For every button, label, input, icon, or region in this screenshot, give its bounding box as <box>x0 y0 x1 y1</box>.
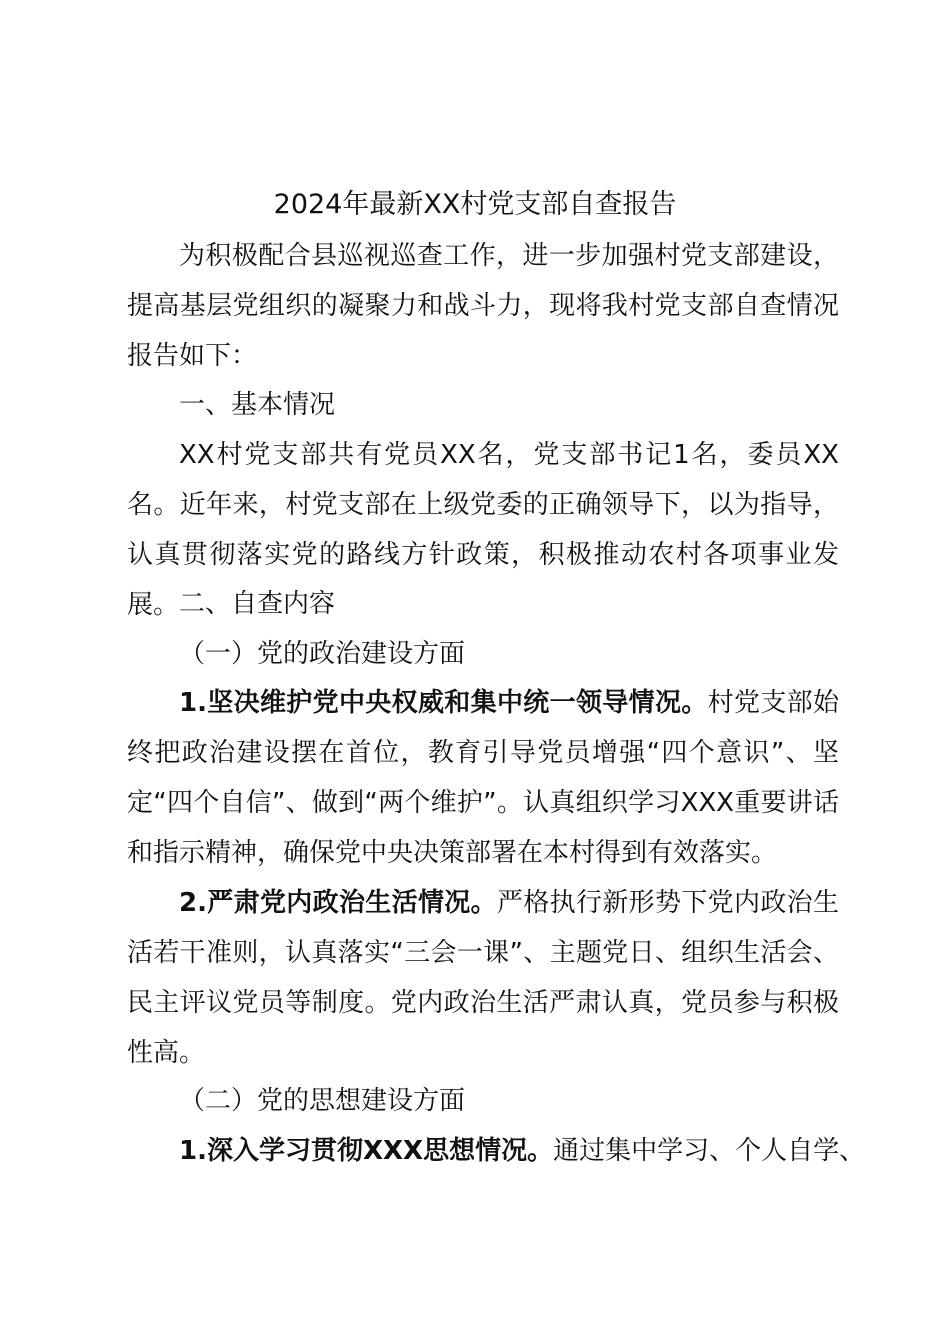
document-title: 2024年最新XX村党支部自查报告 <box>273 189 677 220</box>
item-lead-political-life: 2.严肃党内政治生活情况。 <box>179 888 497 918</box>
item-paragraph-study <box>127 1126 866 1176</box>
item-lead-study: 1.深入学习贯彻XXX思想情况。 <box>179 1136 554 1166</box>
subsection-heading-political: （一）党的政治建设方面 <box>179 639 466 669</box>
item-text-political-life: 严格执行新形势下党内政治生活若干准则，认真落实“三会一课”、主题党日、组织生活会、民主评议党员等制度。党内政治生活严肃认真，党员参与积极性高。 <box>127 888 839 1068</box>
subsection-heading-ideological: （二）党的思想建设方面 <box>179 1086 466 1116</box>
intro-paragraph: 为积极配合县巡视巡查工作，进一步加强村党支部建设，提高基层党组织的凝聚力和战斗力，现将我村党支部自查情况报告如下： <box>127 241 839 371</box>
item-paragraph-authority <box>127 678 839 878</box>
section-heading-self-check: 二、自查内容 <box>179 589 336 619</box>
item-text-authority: 村党支部始终把政治建设摆在首位，教育引导党员增强“四个意识”、坚定“四个自信”、做到“两个维护”。认真组织学习XXX重要讲话和指示精神，确保党中央决策部署在本村得到有效落实。 <box>127 688 839 868</box>
item-text-study: 通过集中学习、个人自学、 <box>553 1136 866 1166</box>
item-paragraph-political-life <box>127 878 839 1078</box>
section-heading-basic: 一、基本情况 <box>179 390 336 420</box>
basic-info-paragraph: XX村党支部共有党员XX名，党支部书记1名，委员XX名。近年来，村党支部在上级党委的正确领导下，以为指导，认真贯彻落实党的路线方针政策，积极推动农村各项事业发展。 <box>127 440 839 620</box>
item-lead-authority: 1.坚决维护党中央权威和集中统一领导情况。 <box>179 688 708 718</box>
